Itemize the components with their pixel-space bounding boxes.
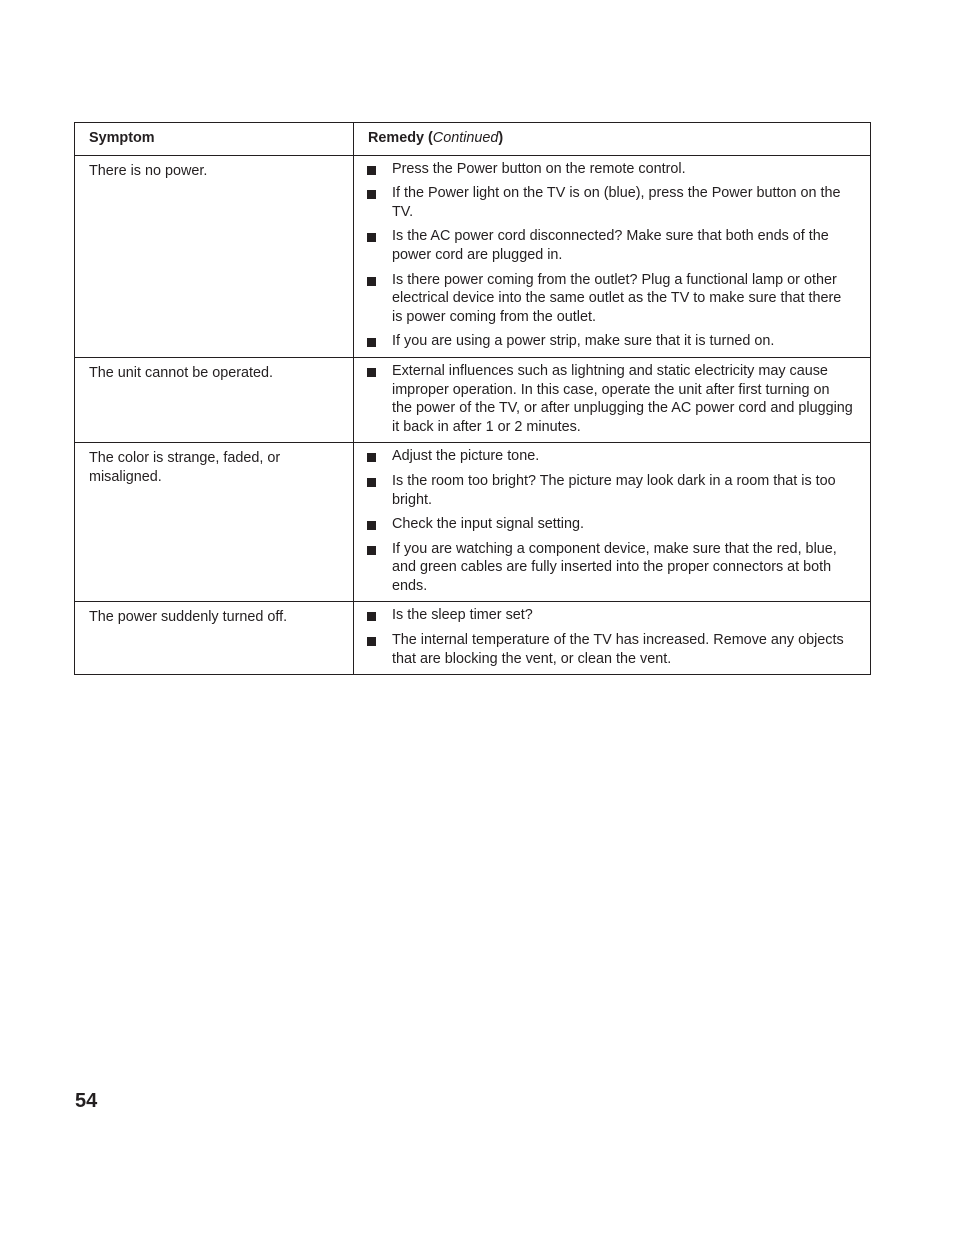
remedy-text: Is the sleep timer set?	[392, 607, 533, 624]
remedy-item	[366, 606, 853, 625]
symptom-cell: There is no power.	[75, 155, 354, 357]
remedy-text: Press the Power button on the remote control.	[392, 160, 686, 177]
remedy-header-label: Remedy	[368, 130, 424, 146]
square-bullet-icon	[367, 338, 376, 347]
remedy-item	[366, 447, 853, 466]
table-row	[75, 443, 871, 602]
remedy-text: If you are using a power strip, make sure that it is turned on.	[392, 333, 775, 350]
page-number: 54	[75, 1090, 98, 1112]
square-bullet-icon	[367, 637, 376, 646]
square-bullet-icon	[367, 521, 376, 530]
remedy-item	[366, 160, 853, 179]
remedy-cell	[354, 443, 871, 602]
symptom-cell: The power suddenly turned off.	[75, 602, 354, 675]
remedy-header-open-paren: (	[424, 130, 433, 146]
remedy-text: External influences such as lightning and static electricity may cause improper operation. In this case, operate the unit after first turning on the power of the TV, or after unplugging the AC power cord and plugging it back in after 1 or 2 minutes.	[392, 362, 853, 435]
square-bullet-icon	[367, 612, 376, 621]
square-bullet-icon	[367, 233, 376, 242]
remedy-item	[366, 227, 853, 264]
square-bullet-icon	[367, 368, 376, 377]
remedy-cell	[354, 602, 871, 675]
remedy-text: Is the AC power cord disconnected? Make sure that both ends of the power cord are plugged in.	[392, 228, 829, 263]
remedy-text: Check the input signal setting.	[392, 516, 584, 533]
remedy-item	[366, 362, 853, 436]
remedy-cell	[354, 357, 871, 442]
remedy-item	[366, 515, 853, 534]
remedy-header-continued: Continued	[432, 130, 499, 146]
symptom-cell: The color is strange, faded, or misaligned.	[75, 443, 354, 602]
remedy-list	[366, 362, 853, 436]
table-row	[75, 602, 871, 675]
remedy-text: Is the room too bright? The picture may look dark in a room that is too bright.	[392, 472, 836, 508]
square-bullet-icon	[367, 478, 376, 487]
square-bullet-icon	[367, 453, 376, 462]
remedy-column-header	[354, 123, 871, 156]
remedy-list	[366, 606, 853, 668]
remedy-text: If you are watching a component device, make sure that the red, blue, and green cables are fully inserted into the proper connectors at both ends.	[392, 540, 837, 594]
symptom-column-header	[75, 123, 354, 156]
remedy-list	[366, 447, 853, 595]
remedy-text: The internal temperature of the TV has increased. Remove any objects that are blocking the vent, or clean the vent.	[392, 632, 844, 667]
remedy-item	[366, 332, 853, 351]
table-row	[75, 155, 871, 357]
remedy-cell	[354, 155, 871, 357]
remedy-item	[366, 540, 853, 596]
square-bullet-icon	[367, 190, 376, 199]
remedy-text: Adjust the picture tone.	[392, 448, 540, 465]
remedy-text: Is there power coming from the outlet? Plug a functional lamp or other electrical device into the same outlet as the TV to make sure that there is power coming from the outlet.	[392, 271, 842, 325]
table-row	[75, 357, 871, 442]
remedy-item	[366, 472, 853, 509]
table-header-row	[75, 123, 871, 156]
remedy-text: If the Power light on the TV is on (blue), press the Power button on the TV.	[392, 185, 841, 220]
remedy-header-close-paren: )	[498, 130, 504, 146]
remedy-item	[366, 631, 853, 668]
symptom-cell: The unit cannot be operated.	[75, 357, 354, 442]
square-bullet-icon	[367, 277, 376, 286]
remedy-list	[366, 160, 853, 351]
remedy-item	[366, 184, 853, 221]
troubleshooting-table	[74, 122, 871, 675]
square-bullet-icon	[367, 546, 376, 555]
square-bullet-icon	[367, 166, 376, 175]
remedy-item	[366, 271, 853, 327]
symptom-header-label: Symptom	[89, 130, 155, 146]
